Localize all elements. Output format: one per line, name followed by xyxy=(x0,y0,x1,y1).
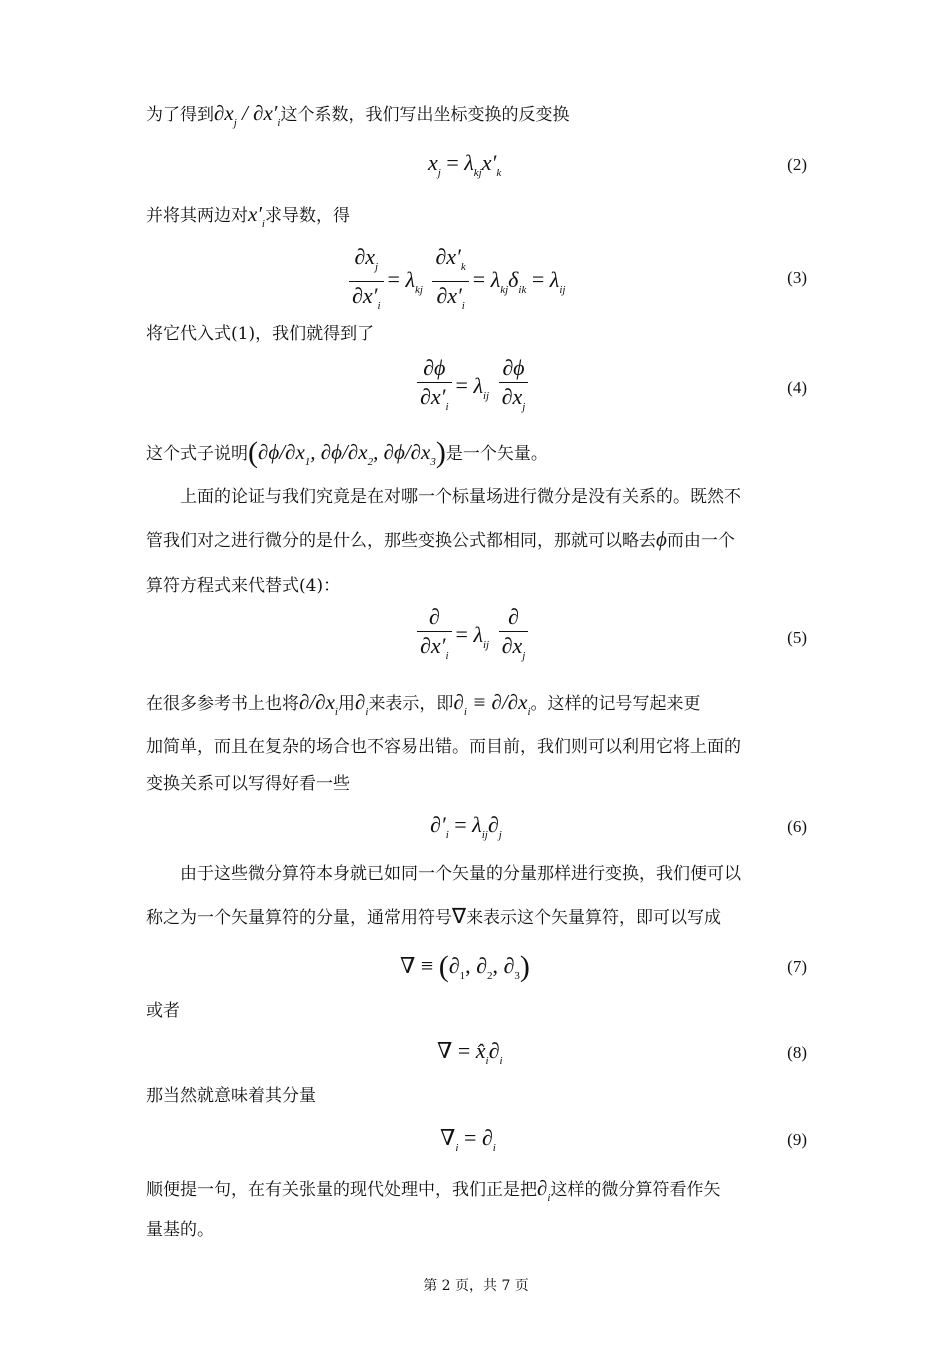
equation-4: $\frac{\partial\phi}{\partial x'_i}$ = $\lambda_{ij}$ $\frac{\partial\phi}{\partial x_j}$ xyxy=(413,354,532,421)
equation-number-9: (9) xyxy=(787,1130,807,1149)
paragraph-line-16: 量基的。 xyxy=(146,1220,214,1240)
paragraph-line-8 xyxy=(146,690,701,724)
text-segment: 这个式子说明 xyxy=(146,444,248,464)
equation-2: $x_j = \lambda_{kj}x'_k$ xyxy=(428,150,502,179)
equation-number-6: (6) xyxy=(787,817,807,836)
text-segment: 求导数，得 xyxy=(264,206,350,226)
equation-3: $\frac{\partial x_j}{\partial x'_i}$ = $\lambda_{kj}$ $\frac{\partial x'_k}{\partial x'_i}$ = $\lambda_{kj}\delta_{ik} = \lambda_{ij}$ xyxy=(345,243,565,320)
equation-number-7: (7) xyxy=(787,957,807,976)
inline-math-gradient-vector: ($\partial\phi/\partial x_1$, $\partial\phi/\partial x_2$, $\partial\phi/\partial x_3$) xyxy=(248,436,446,469)
paragraph-line-5: 上面的论证与我们究竟是在对哪一个标量场进行微分是没有关系的。既然不 xyxy=(180,487,741,507)
text-segment: 在很多参考书上也将 xyxy=(146,694,299,714)
equation-7: ∇ ≡ ($\partial_1$, $\partial_2$, $\partial_3$) xyxy=(400,950,530,983)
paragraph-line-3: 将它代入式(1)，我们就得到了 xyxy=(146,324,375,344)
text-segment: 为了得到 xyxy=(146,105,214,125)
text-segment: 来表示，即 xyxy=(368,694,454,714)
equation-9: $\nabla_i = \partial_i$ xyxy=(440,1125,496,1154)
inline-math-nabla: ∇ xyxy=(452,904,467,928)
text-segment: 用 xyxy=(337,694,355,714)
equation-6: $\partial'_i = \lambda_{ij}\partial_j$ xyxy=(430,812,502,841)
text-segment: 。这样的记号写起来更 xyxy=(530,694,701,714)
equation-5: $\frac{\partial}{\partial x'_i}$ = $\lambda_{ij}$ $\frac{\partial}{\partial x_j}$ xyxy=(413,603,532,670)
equation-number-8: (8) xyxy=(787,1043,807,1062)
inline-math-partial-i: $\partial_i$ xyxy=(354,690,369,718)
text-segment: 顺便提一句，在有关张量的现代处理中，我们正是把 xyxy=(146,1180,537,1200)
paragraph-line-1 xyxy=(146,101,569,135)
equation-number-2: (2) xyxy=(787,155,807,174)
inline-math-xi-prime: $x'_i$ xyxy=(248,202,265,230)
text-segment: 这样的微分算符看作矢 xyxy=(550,1180,721,1200)
equation-number-5: (5) xyxy=(787,628,807,647)
paragraph-line-4 xyxy=(146,436,548,474)
paragraph-line-13: 或者 xyxy=(146,1001,180,1021)
inline-math-partial-i: $\partial_i$ xyxy=(537,1176,551,1204)
paragraph-line-2 xyxy=(146,202,350,236)
text-segment: 管我们对之进行微分的是什么，那些变换公式都相同，那就可以略去 xyxy=(146,531,656,551)
inline-math-definition: $\partial_i \equiv \partial/\partial x_i$ xyxy=(453,690,531,718)
inline-math-phi: ϕ xyxy=(656,527,667,551)
paragraph-line-14: 那当然就意味着其分量 xyxy=(146,1086,316,1106)
equation-8: ∇ = $x̂_i\partial_i$ xyxy=(437,1038,503,1067)
equation-number-3: (3) xyxy=(787,268,807,287)
paragraph-line-12 xyxy=(146,904,721,930)
paragraph-line-9: 加简单，而且在复杂的场合也不容易出错。而目前，我们则可以利用它将上面的 xyxy=(146,737,741,757)
text-segment: 并将其两边对 xyxy=(146,206,248,226)
text-segment: 这个系数，我们写出坐标变换的反变换 xyxy=(280,105,570,125)
paragraph-line-15 xyxy=(146,1176,720,1210)
inline-math-coefficient: $\partial x_j / \partial x'_i$ xyxy=(214,101,281,129)
text-segment: 是一个矢量。 xyxy=(445,444,548,464)
paragraph-line-11: 由于这些微分算符本身就已如同一个矢量的分量那样进行变换，我们便可以 xyxy=(180,864,741,884)
equation-number-4: (4) xyxy=(787,378,807,397)
paragraph-line-6 xyxy=(146,527,735,553)
text-segment: 而由一个 xyxy=(666,531,735,551)
page-footer: 第 2 页，共 7 页 xyxy=(423,1278,529,1294)
text-segment: 称之为一个矢量算符的分量，通常用符号 xyxy=(146,908,452,928)
paragraph-line-10: 变换关系可以写得好看一些 xyxy=(146,774,350,794)
text-segment: 来表示这个矢量算符，即可以写成 xyxy=(466,908,722,928)
paragraph-line-7: 算符方程式来代替式(4)： xyxy=(146,576,341,596)
inline-math-partial-over-xi: $\partial/\partial x_i$ xyxy=(299,690,338,718)
